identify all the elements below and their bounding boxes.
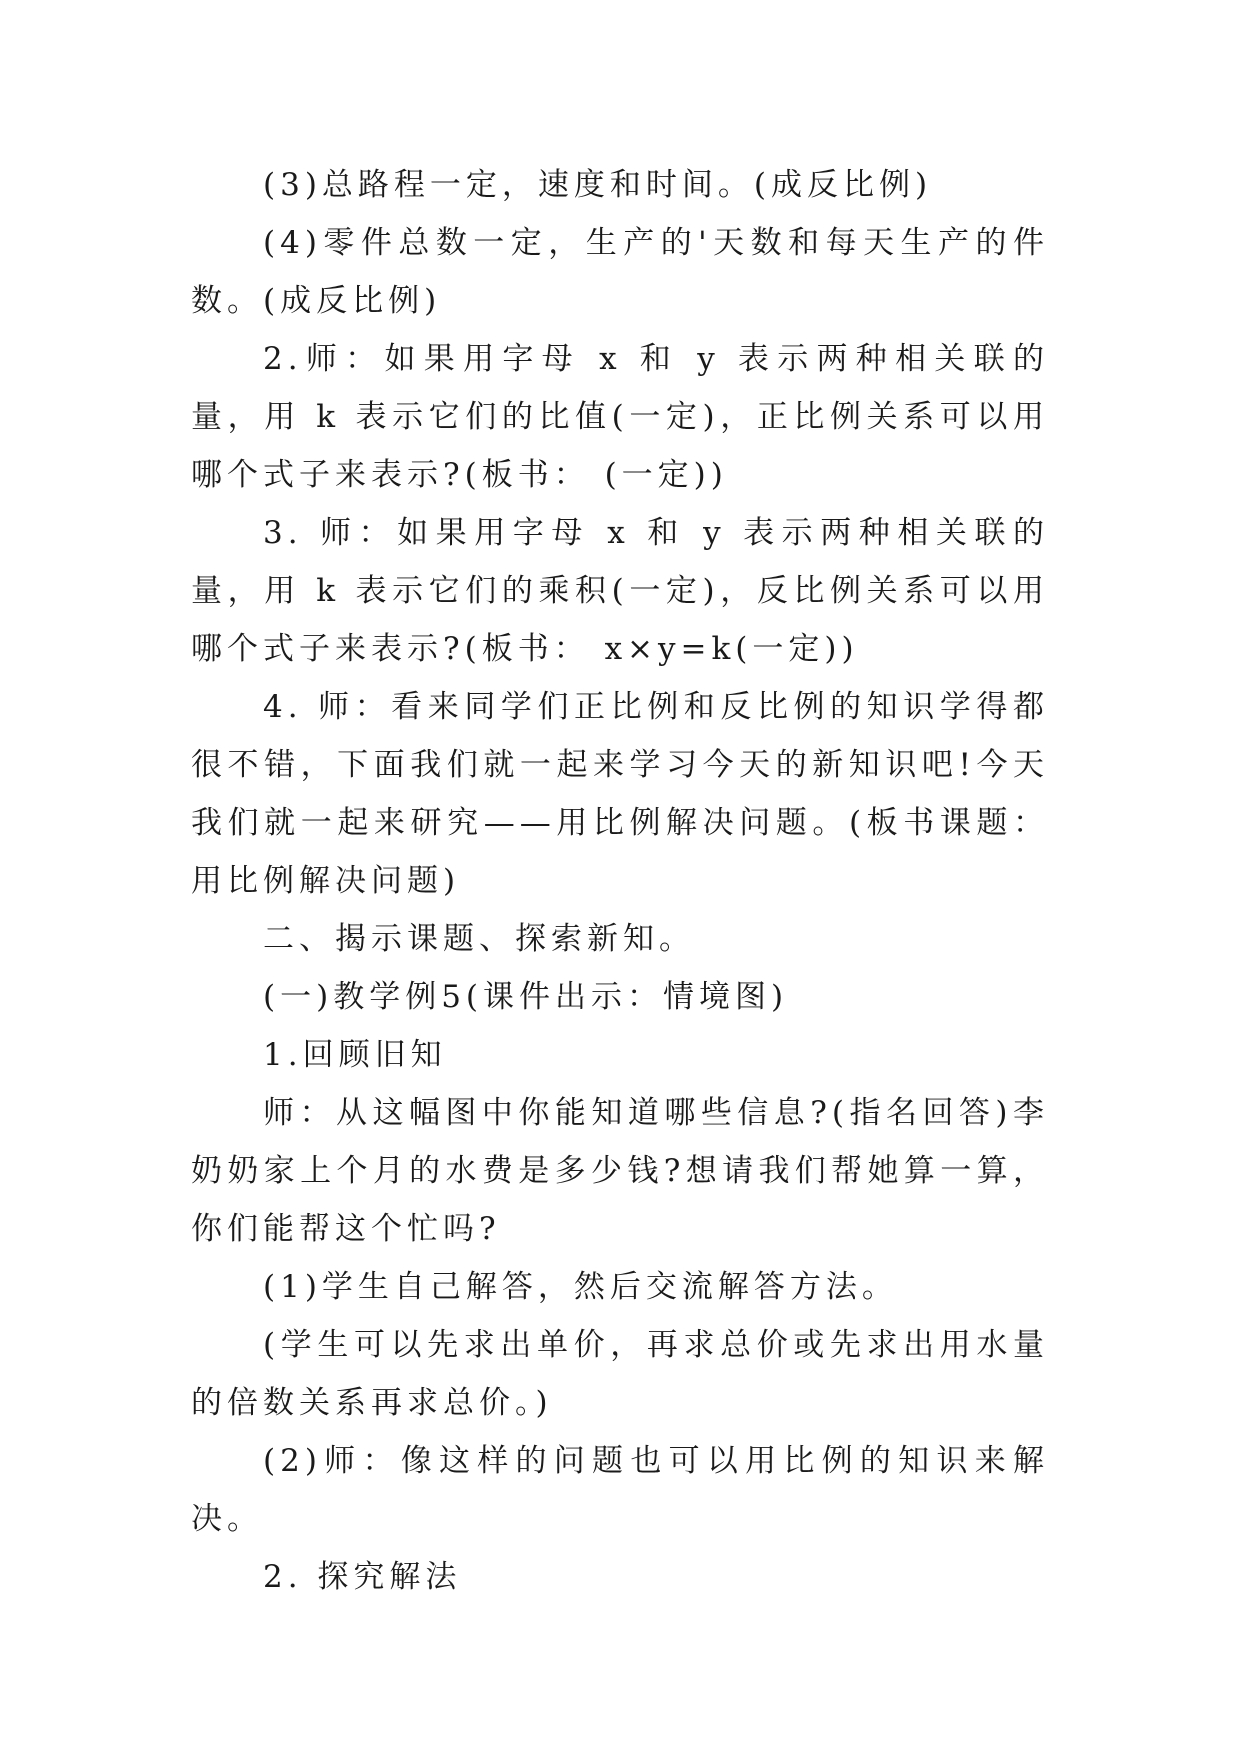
section-heading-reveal-topic: 二、揭示课题、探索新知。 [263, 921, 695, 957]
paragraph-introduce-topic: 4. 师：看来同学们正比例和反比例的知识学得都很不错，下面我们就一起来学习今天的新知识吧!今天我们就一起来研究——用比例解决问题。(板书课题：用比例解决问题) [191, 689, 1049, 899]
subsection-heading-example-5: (一)教学例5(课件出示：情境图) [263, 979, 789, 1015]
paragraph-teacher-question-water-bill: 师：从这幅图中你能知道哪些信息?(指名回答)李奶奶家上个月的水费是多少钱?想请我们帮她算一算，你们能帮这个忙吗? [191, 1095, 1049, 1247]
paragraph-3-inverse-distance: (3)总路程一定，速度和时间。(成反比例) [263, 167, 933, 203]
paragraph-direct-proportion-question: 2.师：如果用字母 x 和 y 表示两种相关联的量，用 k 表示它们的比值(一定)，正比例关系可以用哪个式子来表示?(板书： (一定)) [191, 341, 1049, 493]
paragraph-student-solve: (1)学生自己解答，然后交流解答方法。 [263, 1269, 898, 1305]
document-body [191, 156, 1049, 1606]
paragraph-teacher-proportion-method: (2)师：像这样的问题也可以用比例的知识来解决。 [191, 1443, 1049, 1537]
paragraph-inverse-proportion-question: 3. 师：如果用字母 x 和 y 表示两种相关联的量，用 k 表示它们的乘积(一定)，反比例关系可以用哪个式子来表示?(板书： x×y=k(一定)) [191, 515, 1049, 667]
paragraph-solution-note: (学生可以先求出单价，再求总价或先求出用水量的倍数关系再求总价。) [191, 1327, 1049, 1421]
step-heading-review: 1.回顾旧知 [263, 1037, 447, 1073]
paragraph-4-inverse-parts: (4)零件总数一定，生产的'天数和每天生产的件数。(成反比例) [191, 225, 1049, 319]
step-heading-explore-solution: 2. 探究解法 [263, 1559, 462, 1595]
